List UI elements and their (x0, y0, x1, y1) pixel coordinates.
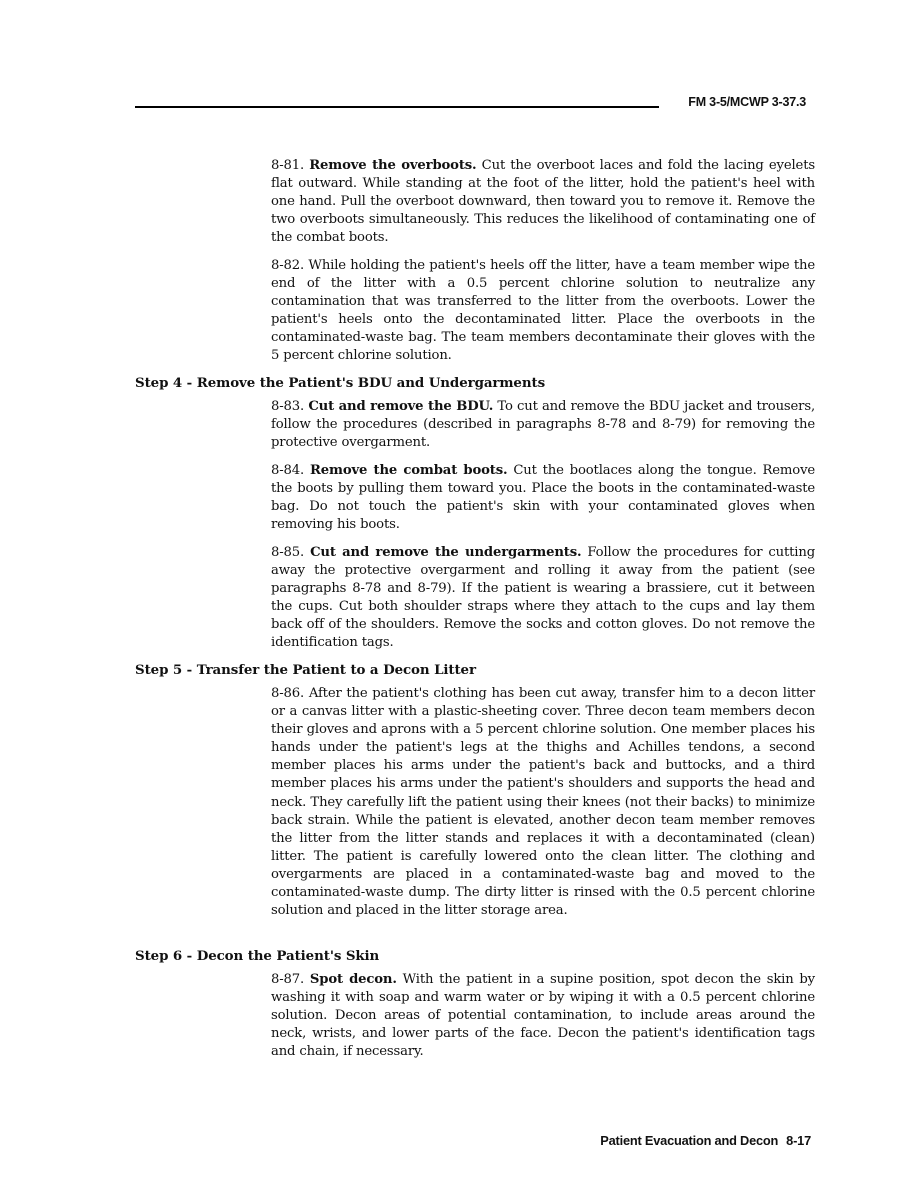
step-5-heading: Step 5 - Transfer the Patient to a Decon Litter (135, 662, 476, 678)
paragraph-text: Cut the overboot laces and fold the lacing eyelets flat outward. While standing at the foot of the litter, hold the patient's heel with one hand. Pull the overboot downward, then toward you to remove it. Remove the two overboots simultaneously. This reduces the likelihood of contaminating one of the combat boots. (271, 158, 815, 246)
paragraph-number: 8-85. (271, 545, 305, 560)
paragraph-lead: Cut and remove the undergarments. (310, 545, 582, 560)
paragraph-text: While holding the patient's heels off the litter, have a team member wipe the end of the litter with a 0.5 percent chlorine solution to neutralize any contamination that was transferred to the litter from the overboots. Lower the patient's heels onto the decontaminated litter. Place the overboots in the contaminated-waste bag. The team members decontaminate their gloves with the 5 percent chlorine solution. (271, 258, 815, 364)
header-rule (135, 106, 659, 108)
paragraph-8-84 (271, 462, 815, 534)
paragraph-8-83 (271, 398, 815, 452)
paragraph-text: Follow the procedures for cutting away the protective overgarment and rolling it away from the patient (see paragraphs 8-78 and 8-79). If the patient is wearing a brassiere, cut it between the cups. Cut both shoulder straps where they attach to the cups and lay them back off of the shoulders. Remove the socks and cotton gloves. Do not remove the identification tags. (271, 545, 816, 651)
footer-title: Patient Evacuation and Decon (600, 1133, 779, 1148)
document-id: FM 3-5/MCWP 3-37.3 (688, 95, 806, 109)
paragraph-8-86 (271, 685, 815, 920)
paragraph-number: 8-81. (271, 158, 305, 173)
paragraph-text: After the patient's clothing has been cut away, transfer him to a decon litter or a canvas litter with a plastic-sheeting cover. Three decon team members decon their gloves and aprons with a 5 percent chlorine solution. One member places his hands under the patient's legs at the thighs and Achilles tendons, a second member places his arms under the patient's back and buttocks, and a third member places his arms under the patient's shoulders and supports the head and neck. They carefully lift the patient using their knees (not their backs) to minimize back strain. While the patient is elevated, another decon team member removes the litter from the litter stands and replaces it with a decontaminated (clean) litter. The patient is carefully lowered onto the clean litter. The clothing and overgarments are placed in a contaminated-waste bag and moved to the contaminated-waste dump. The dirty litter is rinsed with the 0.5 percent chlorine solution and placed in the litter storage area. (271, 686, 815, 919)
paragraph-lead: Remove the combat boots. (309, 463, 508, 478)
paragraph-8-82 (271, 257, 815, 366)
step-4-heading: Step 4 - Remove the Patient's BDU and Undergarments (135, 375, 546, 391)
paragraph-lead: Cut and remove the BDU. (308, 399, 494, 414)
paragraph-lead: Spot decon. (309, 972, 397, 987)
paragraph-number: 8-83. (271, 399, 305, 414)
paragraph-8-81 (271, 157, 815, 247)
paragraph-8-85 (271, 544, 815, 653)
paragraph-number: 8-86. (271, 686, 305, 701)
page-number: 8-17 (786, 1133, 811, 1148)
paragraph-8-87 (271, 971, 815, 1061)
page-footer (600, 1133, 811, 1148)
paragraph-number: 8-82. (271, 258, 305, 273)
paragraph-number: 8-84. (271, 463, 305, 478)
paragraph-text: To cut and remove the BDU jacket and trousers, follow the procedures (described in paragraphs 8-78 and 8-79) for removing the protective overgarment. (271, 399, 816, 451)
paragraph-text: With the patient in a supine position, spot decon the skin by washing it with soap and warm water or by wiping it with a 0.5 percent chlorine solution. Decon areas of potential contamination, to include areas around the neck, wrists, and lower parts of the face. Decon the patient's identification tags and chain, if necessary. (271, 972, 815, 1060)
paragraph-text: Cut the bootlaces along the tongue. Remove the boots by pulling them toward you. Place the boots in the contaminated-waste bag. Do not touch the patient's skin with your contaminated gloves when removing his boots. (271, 463, 816, 533)
step-6-heading: Step 6 - Decon the Patient's Skin (135, 948, 380, 964)
paragraph-lead: Remove the overboots. (309, 158, 477, 173)
paragraph-number: 8-87. (271, 972, 305, 987)
